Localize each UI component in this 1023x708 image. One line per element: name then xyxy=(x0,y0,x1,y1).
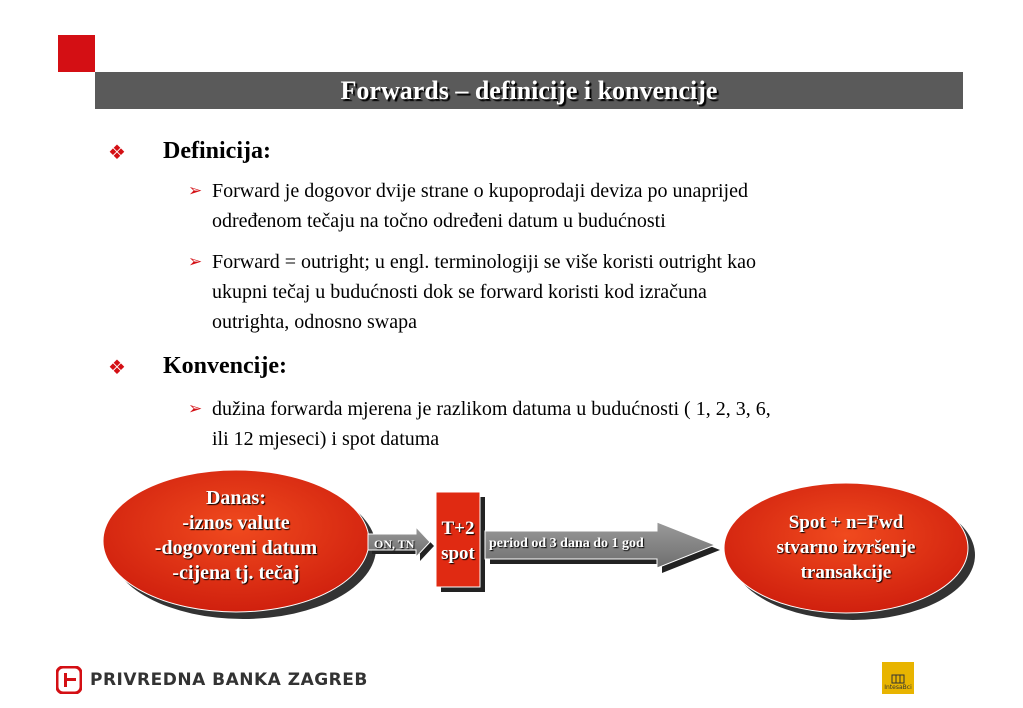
small-arrow-label: ON, TN xyxy=(374,537,415,551)
pbz-logo-icon xyxy=(56,666,82,694)
bank-name: PRIVREDNA BANKA ZAGREB xyxy=(90,670,368,690)
left-ellipse-text: Danas: -iznos valute -dogovoreni datum -cijena tj. tečaj xyxy=(154,487,318,584)
arrow-bullet-icon: ➢ xyxy=(188,181,203,201)
list-item: Forward je dogovor dvije strane o kupoprodaji deviza po unaprijed određenom tečaju na točno određeni datum u budućnosti xyxy=(212,180,748,232)
diamond-bullet-icon: ❖ xyxy=(108,140,126,164)
intesa-logo-icon xyxy=(891,674,905,684)
list-item: dužina forwarda mjerena je razlikom datuma u budućnosti ( 1, 2, 3, 6, ili 12 mjeseci) i spot datuma xyxy=(212,398,771,450)
big-arrow-label: period od 3 dana do 1 god xyxy=(489,536,644,551)
right-ellipse-text: Spot + n=Fwd stvarno izvršenje transakcije xyxy=(776,512,916,583)
arrow-bullet-icon: ➢ xyxy=(188,399,203,419)
diamond-bullet-icon: ❖ xyxy=(108,355,126,379)
spot-box-text: T+2 spot xyxy=(441,518,475,564)
list-item: Forward = outright; u engl. terminologiji se više koristi outright kao ukupni tečaj u budućnosti dok se forward koristi kod izračuna outrighta, odnosno swapa xyxy=(212,251,756,333)
section-heading: Definicija: xyxy=(163,138,271,164)
section-heading: Konvencije: xyxy=(163,353,287,379)
arrow-bullet-icon: ➢ xyxy=(188,252,203,272)
bank-logo xyxy=(56,666,368,694)
intesa-logo xyxy=(882,662,914,694)
intesa-logo-text: IntesaBci xyxy=(884,684,912,691)
slide-title: Forwards – definicije i konvencije xyxy=(340,75,718,105)
